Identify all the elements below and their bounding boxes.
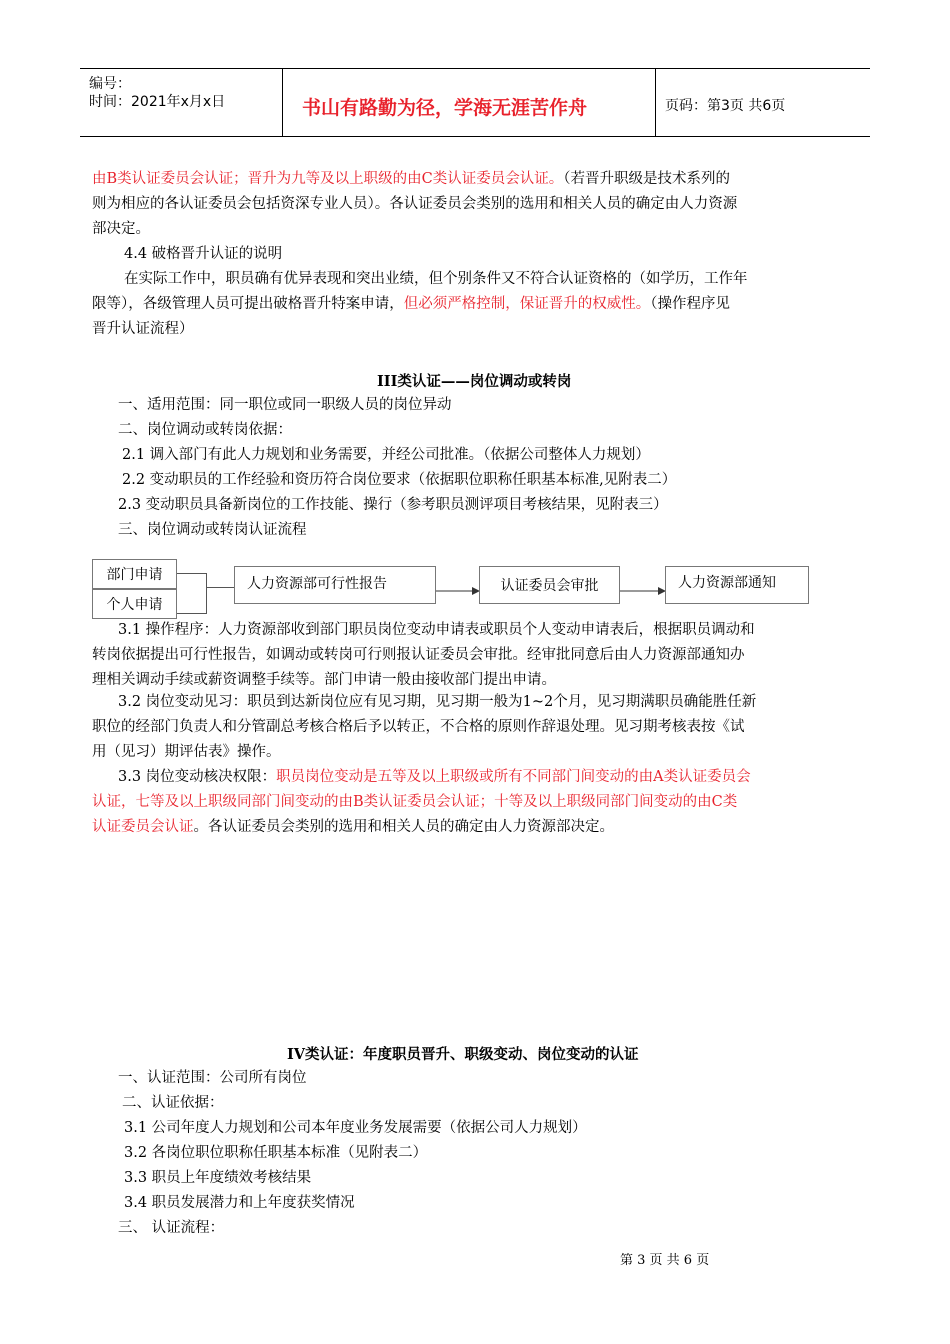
header-divider [655,69,656,136]
flow-box-committee: 认证委员会审批 [479,566,620,604]
arrow-right-icon [620,585,666,597]
connector-line [176,573,206,574]
paragraph-line: 3.1 操作程序：人力资源部收到部门职员岗位变动申请表或职员个人变动申请表后，根据职员调动和 [118,622,755,638]
paragraph-line: 则为相应的各认证委员会包括资深专业人员）。各认证委员会类别的选用和相关人员的确定由人力资源 [92,196,738,212]
connector-line [206,587,234,588]
list-item: 2.2 变动职员的工作经验和资历符合岗位要求（依据职位职称任职基本标准,见附表二） [122,472,677,488]
section-title: IV类认证：年度职员晋升、职级变动、岗位变动的认证 [287,1046,639,1063]
paragraph-line: 认证，七等及以上职级同部门间变动的由B类认证委员会认证；十等及以上职级同部门间变动的由C类 [92,794,738,810]
list-item: 三、岗位调动或转岗认证流程 [118,522,307,538]
paragraph-line: 职位的经部门负责人和分管副总考核合格后予以转正，不合格的原则作辞退处理。见习期考核表按《试 [92,719,745,735]
paragraph-line: 转岗依据提出可行性报告，如调动或转岗可行则报认证委员会审批。经审批同意后由人力资源部通知办 [92,647,745,663]
header-page-number: 页码：第3页 共6页 [665,98,786,114]
list-item: 3.3 职员上年度绩效考核结果 [124,1170,312,1186]
list-item: 2.3 变动职员具备新岗位的工作技能、操行（参考职员测评项目考核结果，见附表三） [118,497,668,513]
list-item: 一、适用范围：同一职位或同一职级人员的岗位异动 [118,397,452,413]
flow-box-dept-apply: 部门申请 [92,559,177,589]
connector-line [206,573,207,614]
page-header [80,68,870,137]
header-motto: 书山有路勤为径，学海无涯苦作舟 [302,97,588,119]
list-item: 2.1 调入部门有此人力规划和业务需要，并经公司批准。（依据公司整体人力规划） [122,447,650,463]
list-item: 3.1 公司年度人力规划和公司本年度业务发展需要（依据公司人力规划） [124,1120,587,1136]
paragraph-line: 用（见习）期评估表》操作。 [92,744,281,760]
section-title: III类认证——岗位调动或转岗 [377,373,572,390]
flow-box-personal-apply: 个人申请 [92,589,177,619]
header-left-cell [80,69,283,136]
doc-date: 时间：2021年x月x日 [89,94,226,110]
arrow-right-icon [436,585,480,597]
section-heading: 4.4 破格晋升认证的说明 [124,246,283,262]
paragraph-line: 晋升认证流程） [92,321,194,337]
list-item: 一、认证范围：公司所有岗位 [118,1070,307,1086]
list-item: 3.4 职员发展潜力和上年度获奖情况 [124,1195,355,1211]
paragraph-line: 由B类认证委员会认证；晋升为九等及以上职级的由C类认证委员会认证。（若晋升职级是技术系列的 [92,171,730,187]
flow-box-hr-notify: 人力资源部通知 [665,566,809,604]
flow-box-hr-report: 人力资源部可行性报告 [234,566,436,604]
paragraph-line: 3.2 岗位变动见习：职员到达新岗位应有见习期，见习期一般为1~2个月，见习期满职员确能胜任新 [118,694,757,710]
paragraph-line: 在实际工作中，职员确有优异表现和突出业绩，但个别条件又不符合认证资格的（如学历，工作年 [124,271,748,287]
page-footer: 第 3 页 共 6 页 [620,1253,710,1268]
connector-line [176,613,206,614]
list-item: 三、 认证流程： [118,1220,225,1236]
paragraph-line: 理相关调动手续或薪资调整手续等。部门申请一般由接收部门提出申请。 [92,672,556,688]
paragraph-line: 认证委员会认证。各认证委员会类别的选用和相关人员的确定由人力资源部决定。 [92,819,614,835]
doc-number: 编号： [89,76,131,92]
list-item: 二、认证依据： [122,1095,224,1111]
paragraph-line: 限等），各级管理人员可提出破格晋升特案申请，但必须严格控制，保证晋升的权威性。（操作程序见 [92,296,730,312]
list-item: 二、岗位调动或转岗依据： [118,422,292,438]
list-item: 3.2 各岗位职位职称任职基本标准（见附表二） [124,1145,428,1161]
paragraph-line: 3.3 岗位变动核决权限：职员岗位变动是五等及以上职级或所有不同部门间变动的由A类认证委员会 [118,769,751,785]
paragraph-line: 部决定。 [92,221,150,237]
